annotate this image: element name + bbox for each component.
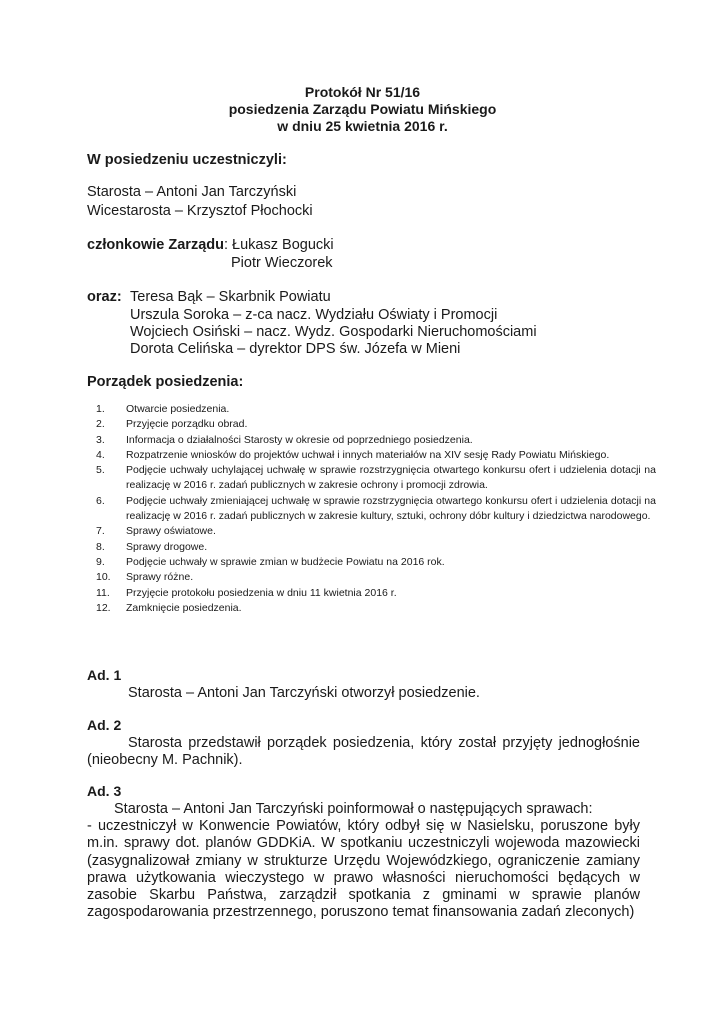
agenda-list — [96, 402, 656, 616]
agenda-item: 2. Przyjęcie porządku obrad. — [96, 418, 248, 431]
agenda-item: 7. Sprawy oświatowe. — [96, 525, 216, 538]
ad2-label: Ad. 2 — [87, 717, 122, 733]
ad2-text: Starosta przedstawił porządek posiedzenia, który został przyjęty jednogłośnie (nieobecny M. Pachnik). — [87, 735, 640, 769]
protocol-date: w dniu 25 kwietnia 2016 r. — [277, 118, 448, 134]
agenda-item: 5. Podjęcie uchwały uchylającej uchwałę w sprawie rozstrzygnięcia otwartego konkursu ofert i udzielenia dotacji na realizację w 2016 r. zadań publicznych w zakresie ochrony i promocji zdrowia. — [96, 464, 656, 492]
oraz-person-1: Teresa Bąk – Skarbnik Powiatu — [130, 289, 331, 305]
members-row: członkowie Zarządu: Łukasz Bogucki — [87, 237, 334, 253]
participant-wicestarosta: Wicestarosta – Krzysztof Płochocki — [87, 203, 313, 219]
agenda-item: 9. Podjęcie uchwały w sprawie zmian w budżecie Powiatu na 2016 rok. — [96, 555, 445, 568]
member-1: Łukasz Bogucki — [232, 237, 334, 253]
ad2-paragraph — [87, 735, 640, 769]
ad3-intro: Starosta – Antoni Jan Tarczyński poinformował o następujących sprawach: — [114, 801, 593, 817]
oraz-label: oraz: — [87, 289, 122, 305]
agenda-item: 8. Sprawy drogowe. — [96, 540, 208, 553]
oraz-person-2: Urszula Soroka – z-ca nacz. Wydziału Oświaty i Promocji — [130, 307, 498, 323]
agenda-item: 3. Informacja o działalności Starosty w okresie od poprzedniego posiedzenia. — [96, 433, 473, 446]
agenda-item: 10. Sprawy różne. — [96, 571, 194, 584]
ad1-text: Starosta – Antoni Jan Tarczyński otworzył posiedzenie. — [128, 685, 480, 701]
participant-starosta: Starosta – Antoni Jan Tarczyński — [87, 184, 297, 200]
oraz-person-3: Wojciech Osiński – nacz. Wydz. Gospodarki Nieruchomościami — [130, 324, 537, 340]
protocol-number: Protokół Nr 51/16 — [304, 84, 421, 100]
ad3-label: Ad. 3 — [87, 783, 122, 799]
oraz-person-4: Dorota Celińska – dyrektor DPS św. Józefa w Mieni — [130, 341, 461, 357]
ad3-body: - uczestniczył w Konwencie Powiatów, który odbył się w Nasielsku, poruszone były m.in. sprawy dot. planów GDDKiA. W spotkaniu uczestniczyli wojewoda mazowiecki (zasygnalizował zmiany w strukturze Urzędu Wojewódzkiego, ograniczenie zamiany prawa użytkowania wieczystego w prawo własności nieruchomości będących w zasobie Skarbu Państwa, zarządził spotkania z gminami w sprawie planów zagospodarowania przestrzennego, poruszono temat finansowania zadań zleconych) — [87, 818, 640, 921]
agenda-item: 12. Zamknięcie posiedzenia. — [96, 601, 242, 614]
agenda-heading: Porządek posiedzenia: — [87, 374, 244, 390]
members-label: członkowie Zarządu — [87, 237, 224, 253]
agenda-item: 11. Przyjęcie protokołu posiedzenia w dniu 11 kwietnia 2016 r. — [96, 586, 397, 599]
protocol-subtitle: posiedzenia Zarządu Powiatu Mińskiego — [228, 101, 497, 117]
ad1-label: Ad. 1 — [87, 667, 122, 683]
ad3-paragraph — [87, 801, 640, 921]
agenda-item: 6. Podjęcie uchwały zmieniającej uchwałę w sprawie rozstrzygnięcia otwartego konkursu ofert i udzielenia dotacji na realizację w 2016 r. zadań publicznych w zakresie kultury, sztuki, ochrony dóbr kultury i dziedzictwa narodowego. — [96, 494, 656, 523]
agenda-item: 1. Otwarcie posiedzenia. — [96, 403, 230, 415]
agenda-item: 4. Rozpatrzenie wniosków do projektów uchwał i innych materiałów na XIV sesję Rady Powiatu Mińskiego. — [96, 448, 610, 461]
member-2: Piotr Wieczorek — [231, 255, 333, 271]
participants-heading: W posiedzeniu uczestniczyli: — [87, 152, 287, 168]
